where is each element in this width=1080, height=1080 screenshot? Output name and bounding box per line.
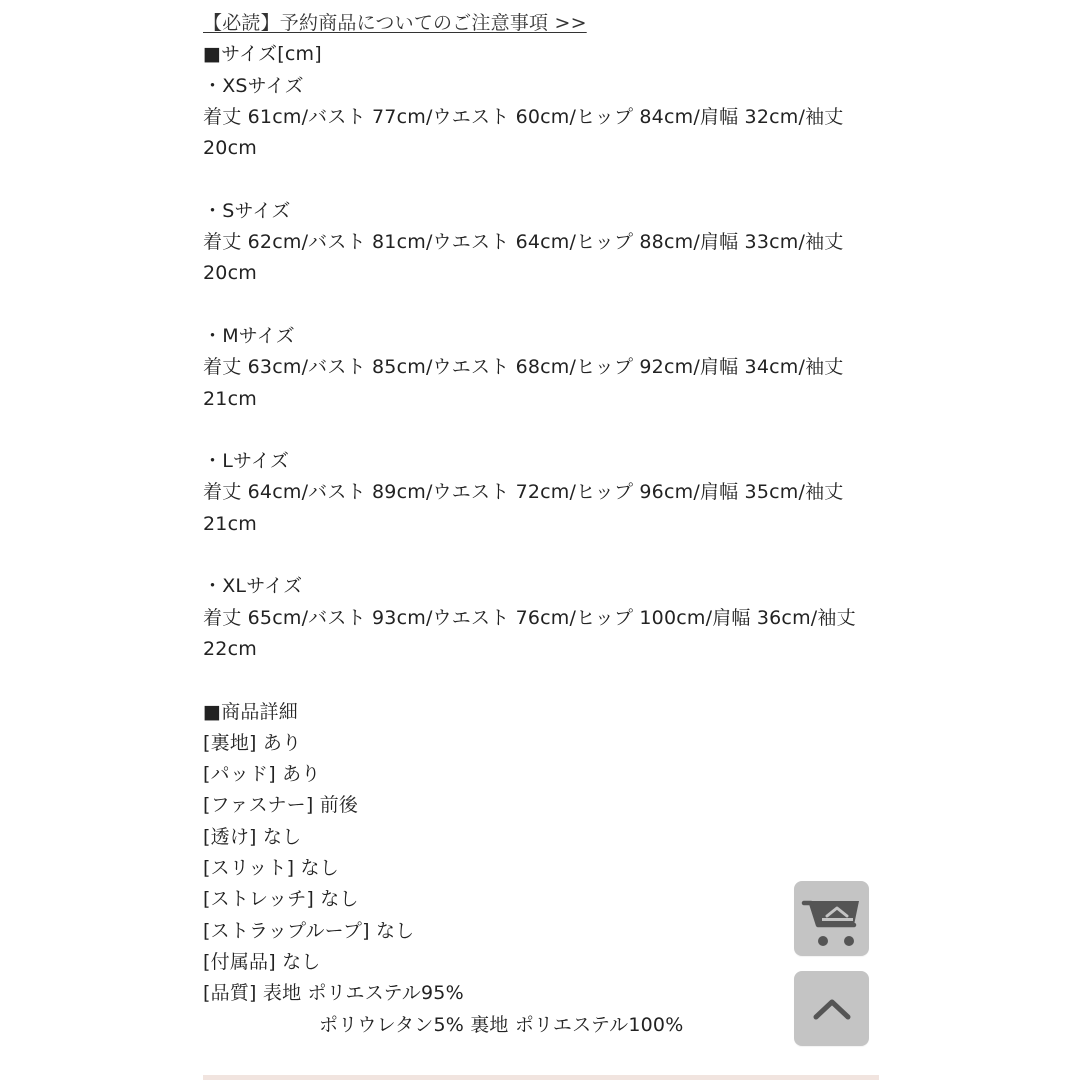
cart-up-icon [801,891,863,947]
size-measurements: 着丈 64cm/バスト 89cm/ウエスト 72cm/ヒップ 96cm/肩幅 35cm/袖丈 21cm [203,481,844,535]
product-description [203,8,879,1041]
size-label: ・Mサイズ [203,324,295,347]
size-label: ・Sサイズ [203,199,291,222]
bottom-divider [203,1075,879,1080]
detail-quality-continued: ポリウレタン5% 裏地 ポリエステル100% [319,1013,684,1036]
spacer [203,290,879,321]
scroll-to-top-button[interactable] [794,971,869,1046]
size-block-l [203,446,879,540]
size-measurements: 着丈 65cm/バスト 93cm/ウエスト 76cm/ヒップ 100cm/肩幅 36cm/袖丈 22cm [203,606,856,660]
size-block-m [203,321,879,415]
spacer [203,665,879,696]
detail-fastener: [ファスナー] 前後 [203,794,359,817]
size-label: ・XSサイズ [203,74,304,97]
size-measurements: 着丈 61cm/バスト 77cm/ウエスト 60cm/ヒップ 84cm/肩幅 32cm/袖丈 20cm [203,105,844,160]
size-block-xs [203,71,879,165]
size-measurements: 着丈 63cm/バスト 85cm/ウエスト 68cm/ヒップ 92cm/肩幅 34cm/袖丈 21cm [203,356,844,410]
detail-sheerness: [透け] なし [203,825,302,848]
detail-stretch: [ストレッチ] なし [203,888,359,911]
chevron-up-icon [810,987,854,1031]
spacer [203,540,879,571]
preorder-notice-link[interactable]: 【必読】予約商品についてのご注意事項 >> [203,12,587,34]
size-label: ・XLサイズ [203,575,303,598]
spacer [203,415,879,446]
cart-button[interactable] [794,881,869,956]
detail-lining: [裏地] あり [203,731,302,754]
detail-slit: [スリット] なし [203,857,339,880]
size-label: ・Lサイズ [203,450,290,473]
size-heading: ■サイズ[cm] [203,43,322,66]
size-measurements: 着丈 62cm/バスト 81cm/ウエスト 64cm/ヒップ 88cm/肩幅 33cm/袖丈 20cm [203,231,844,285]
detail-quality: [品質] 表地 ポリエステル95% [203,982,464,1005]
size-block-xl [203,571,879,665]
spacer [203,164,879,195]
detail-accessories: [付属品] なし [203,950,321,973]
detail-padding: [パッド] あり [203,763,321,786]
detail-strap-loop: [ストラップループ] なし [203,919,415,942]
product-details-heading: ■商品詳細 [203,700,298,723]
size-block-s [203,196,879,290]
